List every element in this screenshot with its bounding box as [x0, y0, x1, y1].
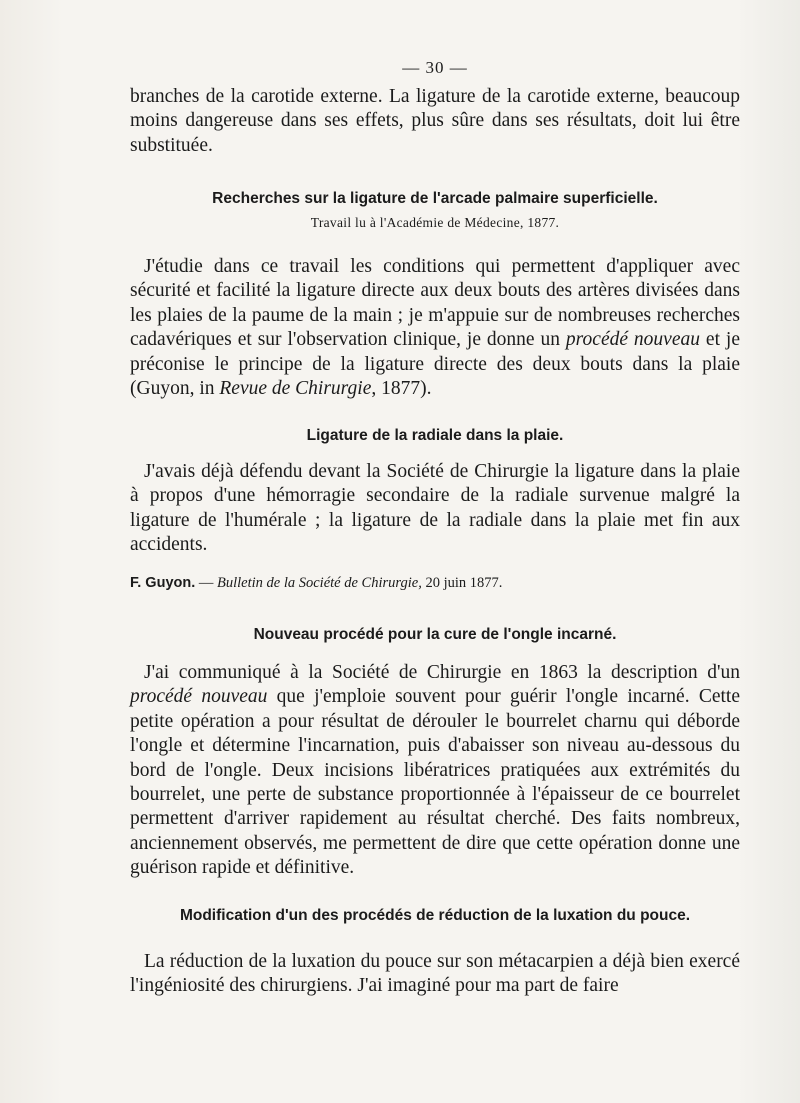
- page-number: — 30 —: [402, 58, 468, 77]
- emphasis-procede-nouveau: procédé nouveau: [565, 329, 700, 351]
- section-ongle-incarne-body: [130, 661, 740, 881]
- luxation-pouce-text: La réduction de la luxation du pouce sur son métacarpien a déjà bien exercé l'ingéniosité des chirurgiens. J'ai imaginé pour ma part de faire: [130, 951, 740, 997]
- section-title-radiale: Ligature de la radiale dans la plaie.: [306, 427, 564, 444]
- citation-journal: Bulletin de la Société de Chirurgie,: [217, 575, 422, 591]
- section-luxation-pouce-body: [130, 950, 740, 999]
- section-subtitle-academie: Travail lu à l'Académie de Médecine, 1877.: [310, 215, 560, 230]
- citation-author: F. Guyon.: [130, 575, 196, 591]
- section-arcade-palmaire-body: [130, 255, 740, 401]
- citation-guyon: F. Guyon. — Bulletin de la Société de Chirurgie, 20 juin 1877.: [130, 575, 503, 591]
- citation-date: 20 juin 1877.: [421, 575, 503, 591]
- radiale-text: J'avais déjà défendu devant la Société de Chirurgie la ligature dans la plaie à propos d'une hémorragie secondaire de la radiale survenue malgré la ligature de l'humérale ; la ligature de la radiale dans la plaie met fin aux accidents.: [130, 461, 740, 556]
- emphasis-procede-nouveau-2: procédé nouveau: [130, 686, 268, 708]
- arcade-palmaire-text: J'étudie dans ce travail les conditions qui permettent d'appliquer avec sécurité et facilité la ligature directe aux deux bouts des artères divisées dans les plaies de la paume de la main ; je m'appuie sur de nombreuses recherches cadavériques et sur l'observation clinique, je donne un procédé nouveau et je préconise le principe de la ligature directe des deux bouts dans la plaie (Guyon, in Revue de Chirurgie, 1877).: [130, 256, 740, 400]
- section-title-luxation-pouce: Modification d'un des procédés de réduction de la luxation du pouce.: [179, 907, 691, 924]
- intro-paragraph: [130, 85, 740, 158]
- section-title-ongle-incarne: Nouveau procédé pour la cure de l'ongle incarné.: [253, 626, 617, 643]
- section-radiale-body: [130, 460, 740, 558]
- intro-text: branches de la carotide externe. La ligature de la carotide externe, beaucoup moins dangereuse dans ses effets, plus sûre dans ses résultats, doit lui être substituée.: [130, 86, 740, 156]
- section-title-arcade-palmaire: Recherches sur la ligature de l'arcade palmaire superficielle.: [212, 190, 658, 207]
- emphasis-revue-chirurgie: Revue de Chirurgie: [219, 378, 372, 400]
- ongle-incarne-text: J'ai communiqué à la Société de Chirurgie en 1863 la description d'un procédé nouveau que j'emploie souvent pour guérir l'ongle incarné. Cette petite opération a pour résultat de dérouler le bourrelet charnu qui déborde l'ongle et détermine l'incarnation, puis d'abaisser son niveau au-dessous du bord de l'ongle. Deux incisions libératrices pratiquées aux extrémités du bourrelet, une perte de substance proportionnée à l'épaisseur de ce bourrelet permettent d'arriver rapidement au résultat cherché. Des faits nombreux, anciennement observés, me permettent de dire que cette opération donne une guérison rapide et définitive.: [130, 662, 740, 879]
